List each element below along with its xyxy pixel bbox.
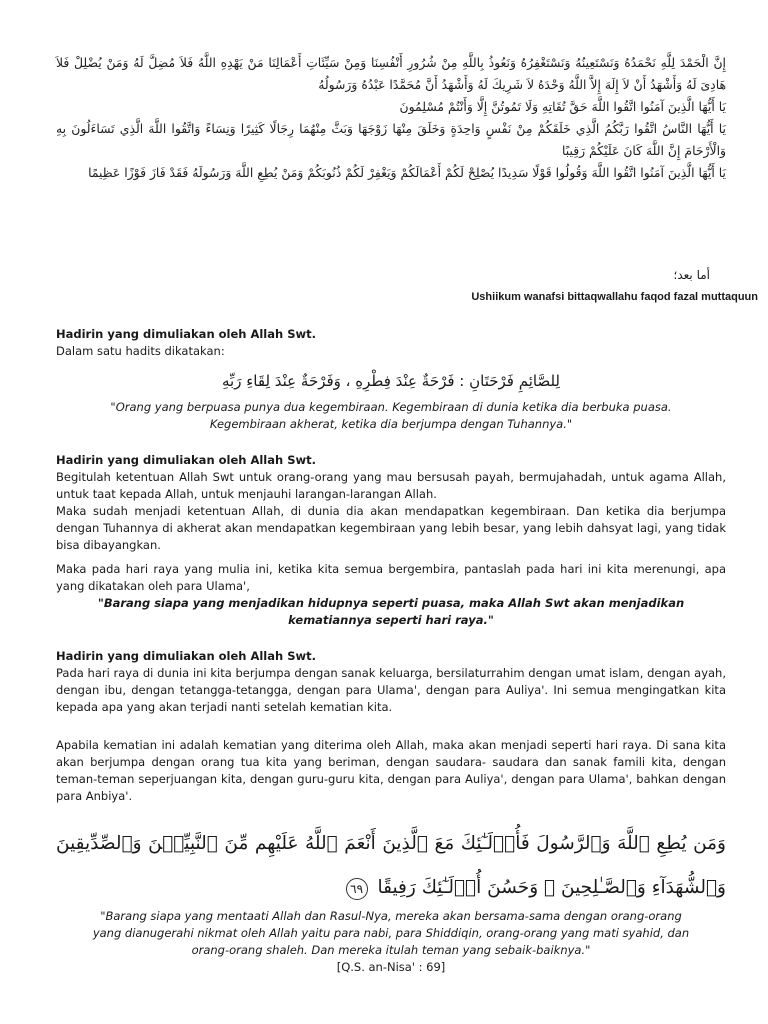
section2-paragraph: Begitulah ketentuan Allah Swt untuk orang-orang yang mau bersusah payah, bermujahadah, untuk agama Allah, untuk taat kepada Allah, untuk menjauhi larangan-larangan Allah. — [56, 470, 726, 501]
quran-arabic-block — [56, 822, 726, 910]
opening-arabic-line: يَا أَيُّهَا النَّاسُ اتَّقُوا رَبَّكُمُ الَّذِي خَلَقَكُمْ مِنْ نَفْسٍ وَاحِدَةٍ وَخَلَقَ مِنْهَا زَوْجَهَا وَبَثَّ مِنْهُمَا رِجَالًا كَثِيرًا وَنِسَاءً وَاتَّقُوا اللَّهَ الَّذِي تَسَاءَلُونَ بِهِ وَالْأَرْحَامَ إِنَّ اللَّهَ كَانَ عَلَيْكُمْ رَقِيبًا — [56, 121, 726, 158]
transliteration-text: Ushiikum wanafsi bittaqwallahu faqod fazal muttaquun — [471, 291, 758, 303]
section3-paragraph: Apabila kematian ini adalah kematian yang diterima oleh Allah, maka akan menjadi seperti hari raya. Di sana kita akan berjumpa dengan orang tua kita yang beriman, dengan saudara- saudara dan sanak famili kita, dengan teman-teman seperjuangan kita, dengan guru-guru kita, dengan para Auliya', dengan para Ulama', bahkan dengan para Anbiya'. — [56, 738, 726, 803]
section2-heading: Hadirin yang dimuliakan oleh Allah Swt. — [56, 453, 316, 467]
ulama-quote-line: kematiannya seperti hari raya." — [288, 613, 494, 627]
opening-arabic-line: يَا أَيُّهَا الَّذِينَ آمَنُوا اتَّقُوا اللَّهَ وَقُولُوا قَوْلًا سَدِيدًا يُصْلِحْ لَكُمْ أَعْمَالَكُمْ وَيَغْفِرْ لَكُمْ ذُنُوبَكُمْ وَمَنْ يُطِعِ اللَّهَ وَرَسُولَهُ فَقَدْ فَازَ فَوْزًا عَظِيمًا — [88, 165, 726, 180]
quran-translation-line: "Barang siapa yang mentaati Allah dan Rasul-Nya, mereka akan bersama-sama dengan orang-orang — [100, 909, 682, 923]
section2-paragraph: Maka pada hari raya yang mulia ini, ketika kita semua bergembira, pantaslah pada hari ini kita merenungi, apa yang dikatakan oleh para Ulama', — [56, 562, 726, 593]
opening-arabic-block — [56, 52, 726, 184]
amma-badu-text: أما بعد؛ — [673, 268, 710, 282]
section3-paragraph: Pada hari raya di dunia ini kita berjumpa dengan sanak keluarga, bersilaturrahim dengan umat islam, dengan ayah, dengan ibu, dengan tetangga-tetangga, dengan para Ulama', dengan para Auliya'. Ini semua mengingatkan kita kepada apa yang akan terjadi nanti setelah kematian kita. — [56, 666, 726, 714]
section1-intro: Dalam satu hadits dikatakan: — [56, 344, 225, 358]
hadith-translation-line: "Orang yang berpuasa punya dua kegembiraan. Kegembiraan di dunia ketika dia berbuka puasa. — [110, 400, 672, 414]
ayah-number-mark: ٦٩ — [346, 878, 368, 900]
ulama-quote-line: "Barang siapa yang menjadikan hidupnya seperti puasa, maka Allah Swt akan menjadikan — [97, 596, 685, 610]
hadith-arabic: لِلصَّائِمِ فَرْحَتَانِ : فَرْحَةٌ عِنْدَ فِطْرِهِ ، وَفَرْحَةٌ عِنْدَ لِقَاءِ رَبِّهِ — [222, 372, 560, 390]
opening-arabic-line: يَا أَيُّهَا الَّذِينَ آمَنُوا اتَّقُوا اللَّهَ حَقَّ تُقَاتِهِ وَلَا تَمُوتُنَّ إِلَّا وَأَنْتُمْ مُسْلِمُونَ — [399, 99, 726, 114]
quran-arabic-text: وَمَن يُطِعِ ٱللَّهَ وَٱلرَّسُولَ فَأُو۟لَـٰٓئِكَ مَعَ ٱلَّذِينَ أَنْعَمَ ٱللَّهُ عَلَيْهِم مِّنَ ٱلنَّبِيِّـۧنَ وَٱلصِّدِّيقِينَ وَٱلشُّهَدَآءِ وَٱلصَّـٰلِحِينَ ۚ وَحَسُنَ أُو۟لَـٰٓئِكَ رَفِيقًا — [56, 833, 726, 898]
section1-heading: Hadirin yang dimuliakan oleh Allah Swt. — [56, 327, 316, 341]
quran-reference: [Q.S. an-Nisa' : 69] — [336, 960, 446, 974]
section2-paragraph: Maka sudah menjadi ketentuan Allah, di dunia dia akan mendapatkan kegembiraan. Dan ketika dia berjumpa dengan Tuhannya di akherat akan mendapatkan kegembiraan yang lebih besar, yang lebih dahsyat lagi, yang tidak bisa dibayangkan. — [56, 504, 726, 552]
quran-translation-line: yang dianugerahi nikmat oleh Allah yaitu para nabi, para Shiddiqin, orang-orang yang mati syahid, dan — [92, 926, 690, 940]
opening-arabic-line: إِنَّ الْحَمْدَ لِلَّهِ نَحْمَدُهُ وَنَسْتَعِينُهُ وَنَسْتَغْفِرُهُ وَنَعُوذُ بِاللَّهِ مِنْ شُرُورِ أَنْفُسِنَا وَمِنْ سَيِّئَاتِ أَعْمَالِنَا مَنْ يَهْدِهِ اللَّهُ فَلاَ مُضِلَّ لَهُ وَمَنْ يُضْلِلْ فَلاَ هَادِىَ لَهُ وَأَشْهَدُ أَنْ لاَ إِلَهَ إِلاَّ اللَّهُ وَحْدَهُ لاَ شَرِيكَ لَهُ وَأَشْهَدُ أَنَّ مُحَمَّدًا عَبْدُهُ وَرَسُولُهُ — [56, 55, 726, 92]
quran-translation-line: orang-orang shaleh. Dan mereka itulah teman yang sebaik-baiknya." — [191, 943, 591, 957]
section3-heading: Hadirin yang dimuliakan oleh Allah Swt. — [56, 649, 316, 663]
hadith-translation-line: Kegembiraan akherat, ketika dia berjumpa dengan Tuhannya." — [209, 417, 573, 431]
